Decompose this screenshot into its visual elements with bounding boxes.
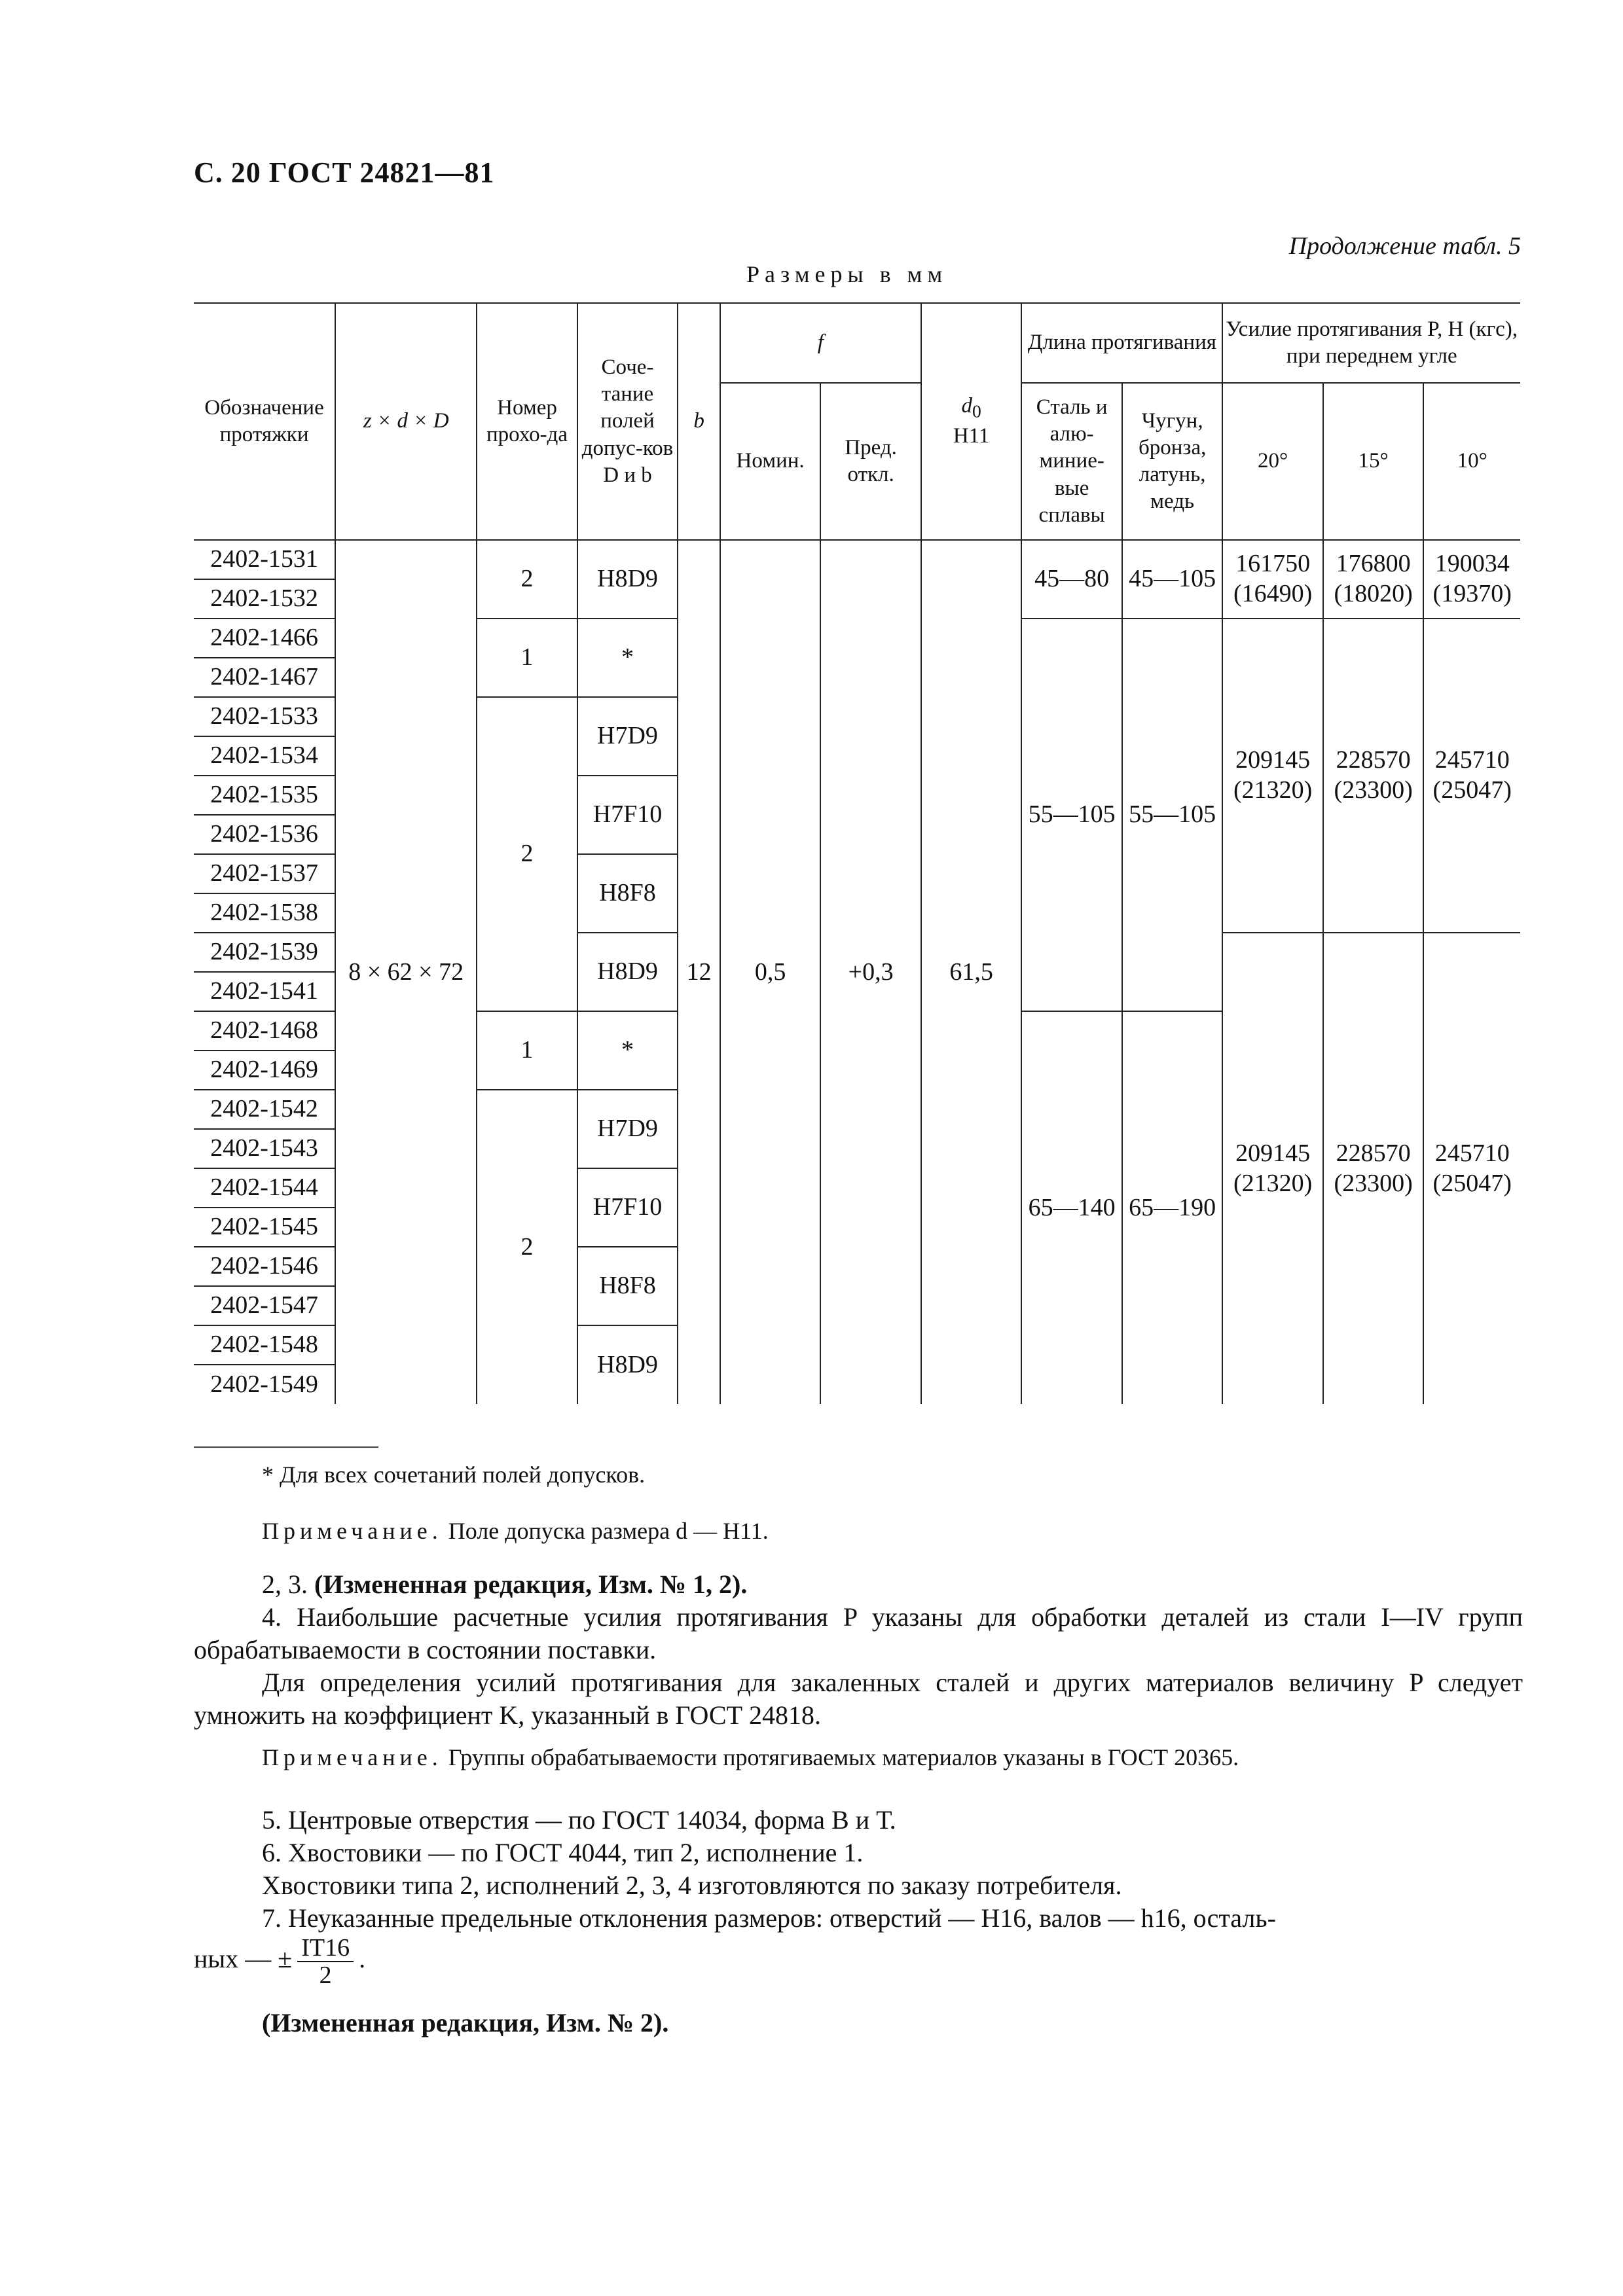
table-row-designation: 2402-1539 xyxy=(194,933,335,972)
force-kgf: (16490) xyxy=(1233,580,1313,607)
header-f-dev: Пред. откл. xyxy=(820,383,921,540)
table-row-designation: 2402-1537 xyxy=(194,854,335,893)
header-angle-15: 15° xyxy=(1323,383,1424,540)
pass-value: 1 xyxy=(477,619,577,697)
table-row-designation: 2402-1549 xyxy=(194,1365,335,1404)
tolerance-value: H7F10 xyxy=(577,1168,678,1247)
force-kgf: (25047) xyxy=(1432,776,1512,804)
note-label: Примечание. xyxy=(262,1744,443,1770)
note-text: Группы обрабатываемости протягиваемых материалов указаны в ГОСТ 20365. xyxy=(442,1744,1239,1770)
table-row-designation: 2402-1548 xyxy=(194,1325,335,1365)
force-kgf: (18020) xyxy=(1334,580,1413,607)
force-15-value xyxy=(1323,540,1424,619)
header-tolerance-combo: Соче-тание полей допус-ков D и b xyxy=(577,303,678,540)
header-d0-subscript: 0 xyxy=(972,401,981,422)
para-4-cont: Для определения усилий протягивания для закаленных сталей и других материалов величину P следует умножить на коэффициент K, указанный в ГОСТ 24818. xyxy=(194,1668,1523,1730)
force-kgf: (23300) xyxy=(1334,776,1413,804)
force-n: 228570 xyxy=(1336,1139,1411,1167)
broach-table xyxy=(194,302,1520,1404)
pass-value: 1 xyxy=(477,1011,577,1090)
table-row-designation: 2402-1532 xyxy=(194,579,335,619)
tolerance-value: H8F8 xyxy=(577,854,678,933)
force-20-value xyxy=(1222,933,1323,1404)
tolerance-value: * xyxy=(577,1011,678,1090)
para-6: 6. Хвостовики — по ГОСТ 4044, тип 2, исполнение 1. xyxy=(262,1838,864,1867)
table-row-designation: 2402-1535 xyxy=(194,776,335,815)
para-5: 5. Центровые отверстия — по ГОСТ 14034, форма В и Т. xyxy=(262,1805,896,1835)
force-10-value xyxy=(1423,933,1520,1404)
header-designation: Обозначение протяжки xyxy=(194,303,335,540)
force-kgf: (19370) xyxy=(1432,580,1512,607)
para-4: 4. Наибольшие расчетные усилия протягивания P указаны для обработки деталей из стали I—IV групп обрабатываемости в состоянии поставки. xyxy=(194,1602,1523,1664)
table-row-designation: 2402-1534 xyxy=(194,736,335,776)
fraction-denominator: 2 xyxy=(319,1962,332,1989)
header-b: b xyxy=(678,303,720,540)
table-row-designation: 2402-1538 xyxy=(194,893,335,933)
header-length: Длина протягивания xyxy=(1021,303,1222,383)
header-length-steel: Сталь и алю-миние-вые сплавы xyxy=(1021,383,1122,540)
length-cast-value: 45—105 xyxy=(1122,540,1223,619)
pass-value: 2 xyxy=(477,540,577,619)
table-row-designation: 2402-1469 xyxy=(194,1050,335,1090)
force-n: 245710 xyxy=(1434,1139,1510,1167)
header-f: f xyxy=(720,303,921,383)
fraction-numerator: IT16 xyxy=(297,1935,354,1962)
header-angle-10: 10° xyxy=(1423,383,1520,540)
table-row-designation: 2402-1467 xyxy=(194,658,335,697)
d0-value: 61,5 xyxy=(921,540,1022,1404)
para-7-cont xyxy=(194,1935,365,1988)
force-20-value xyxy=(1222,540,1323,619)
para-bold: (Измененная редакция, Изм. № 2). xyxy=(262,2008,669,2037)
f-dev-value: +0,3 xyxy=(820,540,921,1404)
force-10-value xyxy=(1423,619,1520,933)
note-text: Поле допуска размера d — H11. xyxy=(442,1518,769,1544)
para-7: 7. Неуказанные предельные отклонения размеров: отверстий — H16, валов — h16, осталь- xyxy=(262,1903,1276,1933)
para-7-end: . xyxy=(359,1944,366,1974)
force-n: 209145 xyxy=(1235,746,1311,774)
header-zdD: z × d × D xyxy=(335,303,477,540)
table-row-designation: 2402-1542 xyxy=(194,1090,335,1129)
header-d0 xyxy=(921,303,1022,540)
force-kgf: (23300) xyxy=(1334,1169,1413,1197)
para-changes-2 xyxy=(262,2007,668,2039)
length-steel-value: 65—140 xyxy=(1021,1011,1122,1404)
header-d0-symbol: d xyxy=(961,394,973,418)
force-kgf: (21320) xyxy=(1233,776,1313,804)
tolerance-value: H8D9 xyxy=(577,540,678,619)
length-cast-value: 55—105 xyxy=(1122,619,1223,1011)
fraction xyxy=(297,1935,354,1988)
force-n: 245710 xyxy=(1434,746,1510,774)
force-15-value xyxy=(1323,619,1424,933)
header-length-cast: Чугун, бронза, латунь, медь xyxy=(1122,383,1223,540)
note-1 xyxy=(262,1517,769,1545)
force-20-value xyxy=(1222,619,1323,933)
length-steel-value: 55—105 xyxy=(1021,619,1122,1011)
tolerance-value: H8F8 xyxy=(577,1247,678,1325)
b-value: 12 xyxy=(678,540,720,1404)
force-kgf: (25047) xyxy=(1432,1169,1512,1197)
table-row-designation: 2402-1543 xyxy=(194,1129,335,1168)
tolerance-value: H8D9 xyxy=(577,933,678,1011)
table-row-designation: 2402-1468 xyxy=(194,1011,335,1050)
table-row-designation: 2402-1541 xyxy=(194,972,335,1011)
header-angle-20: 20° xyxy=(1222,383,1323,540)
note-2 xyxy=(262,1744,1239,1771)
note-label: Примечание. xyxy=(262,1518,443,1544)
table-row-designation: 2402-1531 xyxy=(194,540,335,579)
f-nom-value: 0,5 xyxy=(720,540,821,1404)
table-row-designation: 2402-1466 xyxy=(194,619,335,658)
tolerance-value: * xyxy=(577,619,678,697)
force-10-value xyxy=(1423,540,1520,619)
para-bold: (Измененная редакция, Изм. № 1, 2). xyxy=(314,1570,748,1599)
footnote: * Для всех сочетаний полей допусков. xyxy=(262,1462,646,1488)
pass-value: 2 xyxy=(477,697,577,1011)
para-7-tail: ных — ± xyxy=(194,1944,293,1974)
header-f-nom: Номин. xyxy=(720,383,821,540)
length-cast-value: 65—190 xyxy=(1122,1011,1223,1404)
table-row-designation: 2402-1545 xyxy=(194,1208,335,1247)
zdD-value: 8 × 62 × 72 xyxy=(335,540,477,1404)
force-n: 228570 xyxy=(1336,746,1411,774)
table-row-designation: 2402-1546 xyxy=(194,1247,335,1286)
continuation-label: Продолжение табл. 5 xyxy=(1288,232,1521,260)
force-n: 176800 xyxy=(1336,550,1411,578)
units-label: Размеры в мм xyxy=(746,261,948,287)
table-row-designation: 2402-1533 xyxy=(194,697,335,736)
para-changes-1 xyxy=(262,1568,747,1601)
table-row-designation: 2402-1544 xyxy=(194,1168,335,1208)
para-6-cont: Хвостовики типа 2, исполнений 2, 3, 4 изготовляются по заказу потребителя. xyxy=(262,1871,1122,1900)
table-row-designation: 2402-1536 xyxy=(194,815,335,854)
force-n: 209145 xyxy=(1235,1139,1311,1167)
force-n: 161750 xyxy=(1235,550,1311,578)
header-d0-tol: H11 xyxy=(953,424,990,448)
pass-value: 2 xyxy=(477,1090,577,1404)
tolerance-value: H8D9 xyxy=(577,1325,678,1404)
tolerance-value: H7F10 xyxy=(577,776,678,854)
para-num: 2, 3. xyxy=(262,1570,308,1599)
length-steel-value: 45—80 xyxy=(1021,540,1122,619)
table-row-designation: 2402-1547 xyxy=(194,1286,335,1325)
footnote-rule xyxy=(194,1446,378,1448)
force-kgf: (21320) xyxy=(1233,1169,1313,1197)
page-header: С. 20 ГОСТ 24821—81 xyxy=(194,156,495,188)
force-15-value xyxy=(1323,933,1424,1404)
tolerance-value: H7D9 xyxy=(577,1090,678,1168)
tolerance-value: H7D9 xyxy=(577,697,678,776)
header-pass-no: Номер прохо-да xyxy=(477,303,577,540)
header-force: Усилие протягивания P, Н (кгс), при переднем угле xyxy=(1222,303,1520,383)
force-n: 190034 xyxy=(1434,550,1510,578)
